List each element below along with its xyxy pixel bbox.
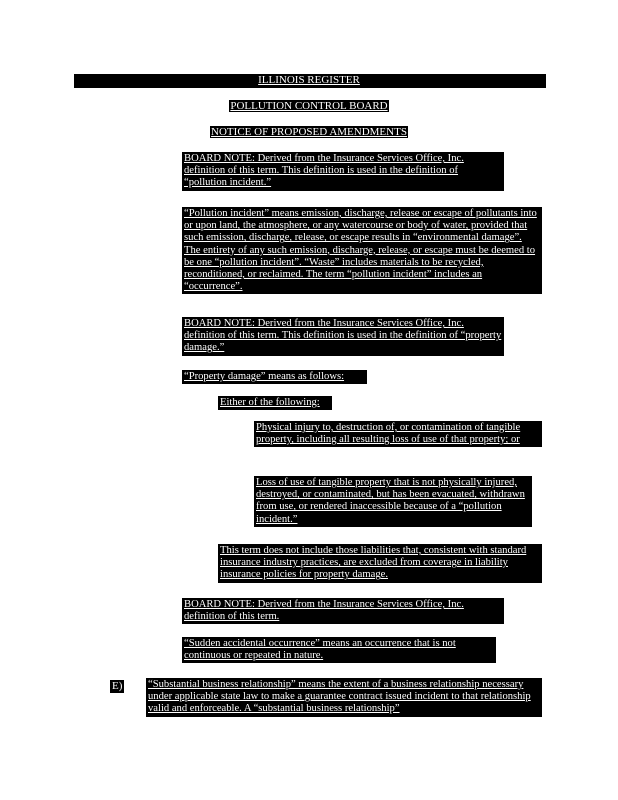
register-title: ILLINOIS REGISTER bbox=[258, 74, 360, 86]
either-following: Either of the following: bbox=[218, 396, 332, 410]
property-damage-intro: “Property damage” means as follows: bbox=[182, 370, 367, 384]
notice-title: NOTICE OF PROPOSED AMENDMENTS bbox=[211, 126, 407, 138]
board-note-pollution: BOARD NOTE: Derived from the Insurance Services Office, Inc. definition of this term. This definition is used in the definition of “pollution incident.” bbox=[182, 152, 504, 191]
substantial-business-relationship-definition: “Substantial business relationship” means the extent of a business relationship necessary under applicable state law to make a guarantee contract issued incident to that relationship valid and enforceable. A “substantial business relationship” bbox=[146, 678, 542, 717]
property-damage-item-2: Loss of use of tangible property that is not physically injured, destroyed, or contaminated, but has been evacuated, withdrawn from use, or rendered inaccessible because of a “pollution incident.” bbox=[254, 476, 532, 527]
board-title: POLLUTION CONTROL BOARD bbox=[230, 100, 388, 112]
property-damage-exclusion: This term does not include those liabilities that, consistent with standard insurance industry practices, are excluded from coverage in liability insurance policies for property damage. bbox=[218, 544, 542, 583]
property-damage-item-1: Physical injury to, destruction of, or contamination of tangible property, including all resulting loss of use of that property; or bbox=[254, 421, 542, 447]
board-note-property: BOARD NOTE: Derived from the Insurance Services Office, Inc. definition of this term. This definition is used in the definition of “property damage.” bbox=[182, 317, 504, 356]
item-marker-e: E) bbox=[112, 680, 123, 692]
pollution-incident-definition: “Pollution incident” means emission, discharge, release or escape of pollutants into or upon land, the atmosphere, or any watercourse or body of water, provided that such emission, discharge, release, or escape results in “environmental damage”. The entirety of any such emission, discharge, release, or escape must be deemed to be one “pollution incident”. “Waste” includes materials to be recycled, reconditioned, or reclaimed. The term “pollution incident” includes an “occurrence”. bbox=[182, 207, 542, 294]
board-note-sudden: BOARD NOTE: Derived from the Insurance Services Office, Inc. definition of this term. bbox=[182, 598, 504, 624]
sudden-occurrence-definition: “Sudden accidental occurrence” means an occurrence that is not continuous or repeated in nature. bbox=[182, 637, 496, 663]
